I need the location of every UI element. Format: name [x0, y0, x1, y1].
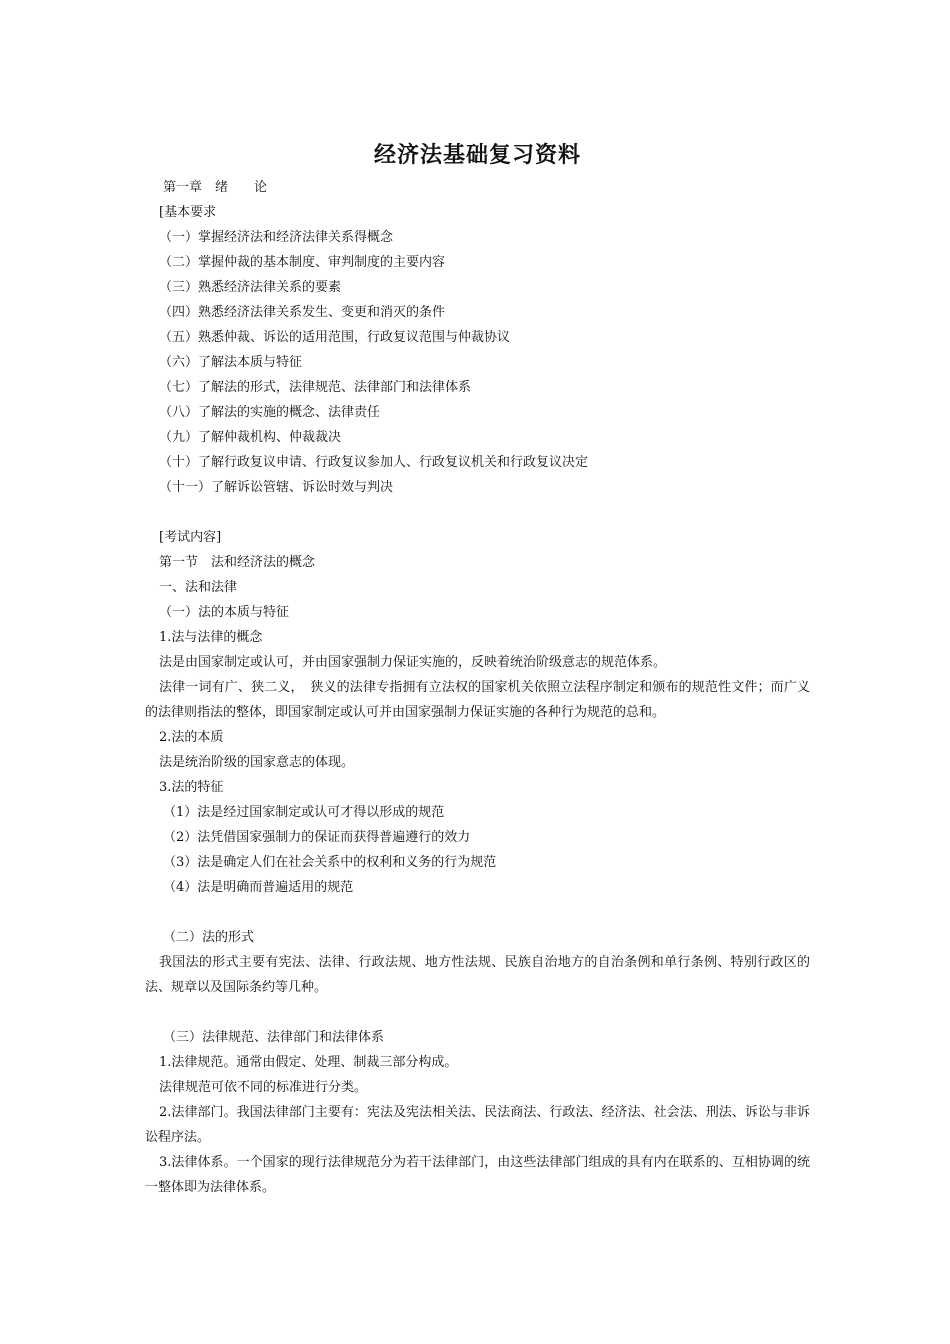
paragraph: 法律规范可依不同的标准进行分类。 [159, 1080, 368, 1095]
features-list [145, 800, 810, 900]
list-item: （二）掌握仲裁的基本制度、审判制度的主要内容 [159, 255, 446, 270]
exam-content-heading: [考试内容] [159, 530, 222, 545]
list-item: （六）了解法本质与特征 [159, 355, 303, 370]
subsection-heading: （二）法的形式 [163, 930, 255, 945]
chapter-heading: 第一章 绪 论 [163, 180, 268, 195]
subsection-heading: （一）法的本质与特征 [159, 605, 290, 620]
spacer [145, 1000, 810, 1025]
list-item: （十）了解行政复议申请、行政复议参加人、行政复议机关和行政复议决定 [159, 455, 589, 470]
list-item: （4）法是明确而普遍适用的规范 [163, 880, 354, 895]
list-item: （九）了解仲裁机构、仲裁裁决 [159, 430, 342, 445]
list-item: （3）法是确定人们在社会关系中的权利和义务的行为规范 [163, 855, 497, 870]
paragraph: 法是统治阶级的国家意志的体现。 [159, 755, 355, 770]
item-heading: 2.法的本质 [159, 730, 224, 745]
item-heading: 1.法与法律的概念 [159, 630, 263, 645]
list-item: （四）熟悉经济法律关系发生、变更和消灭的条件 [159, 305, 446, 320]
spacer [145, 900, 810, 925]
part-heading: 一、法和法律 [159, 580, 238, 595]
list-item: （1）法是经过国家制定或认可才得以形成的规范 [163, 805, 445, 820]
list-item: （五）熟悉仲裁、诉讼的适用范围，行政复议范围与仲裁协议 [159, 330, 511, 345]
requirements-list [145, 225, 810, 500]
document-title: 经济法基础复习资料 [373, 143, 581, 168]
list-item: （一）掌握经济法和经济法律关系得概念 [159, 230, 394, 245]
subsection-heading: （三）法律规范、法律部门和法律体系 [163, 1030, 385, 1045]
spacer [145, 500, 810, 525]
document-page [145, 130, 810, 1200]
section-heading: 第一节 法和经济法的概念 [159, 555, 316, 570]
item-heading: 3.法的特征 [159, 780, 224, 795]
basic-requirements-heading: [基本要求 [159, 205, 217, 220]
list-item: （十一）了解诉讼管辖、诉讼时效与判决 [159, 480, 394, 495]
list-item: （2）法凭借国家强制力的保证而获得普遍遵行的效力 [163, 830, 471, 845]
paragraph: 3.法律体系。一个国家的现行法律规范分为若干法律部门，由这些法律部门组成的具有内在联系的、互相协调的统一整体即为法律体系。 [145, 1155, 810, 1195]
paragraph: 我国法的形式主要有宪法、法律、行政法规、地方性法规、民族自治地方的自治条例和单行条例、特别行政区的法、规章以及国际条约等几种。 [145, 955, 810, 995]
list-item: （八）了解法的实施的概念、法律责任 [159, 405, 381, 420]
paragraph: 法是由国家制定或认可，并由国家强制力保证实施的，反映着统治阶级意志的规范体系。 [159, 655, 667, 670]
paragraph: 法律一词有广、狭二义， 狭义的法律专指拥有立法权的国家机关依照立法程序制定和颁布的规范性文件；而广义的法律则指法的整体，即国家制定或认可并由国家强制力保证实施的各种行为规范的总和。 [145, 680, 810, 720]
paragraph: 2.法律部门。我国法律部门主要有：宪法及宪法相关法、民法商法、行政法、经济法、社会法、刑法、诉讼与非诉讼程序法。 [145, 1105, 810, 1145]
list-item: （三）熟悉经济法律关系的要素 [159, 280, 342, 295]
paragraph: 1.法律规范。通常由假定、处理、制裁三部分构成。 [159, 1055, 458, 1070]
list-item: （七）了解法的形式，法律规范、法律部门和法律体系 [159, 380, 472, 395]
